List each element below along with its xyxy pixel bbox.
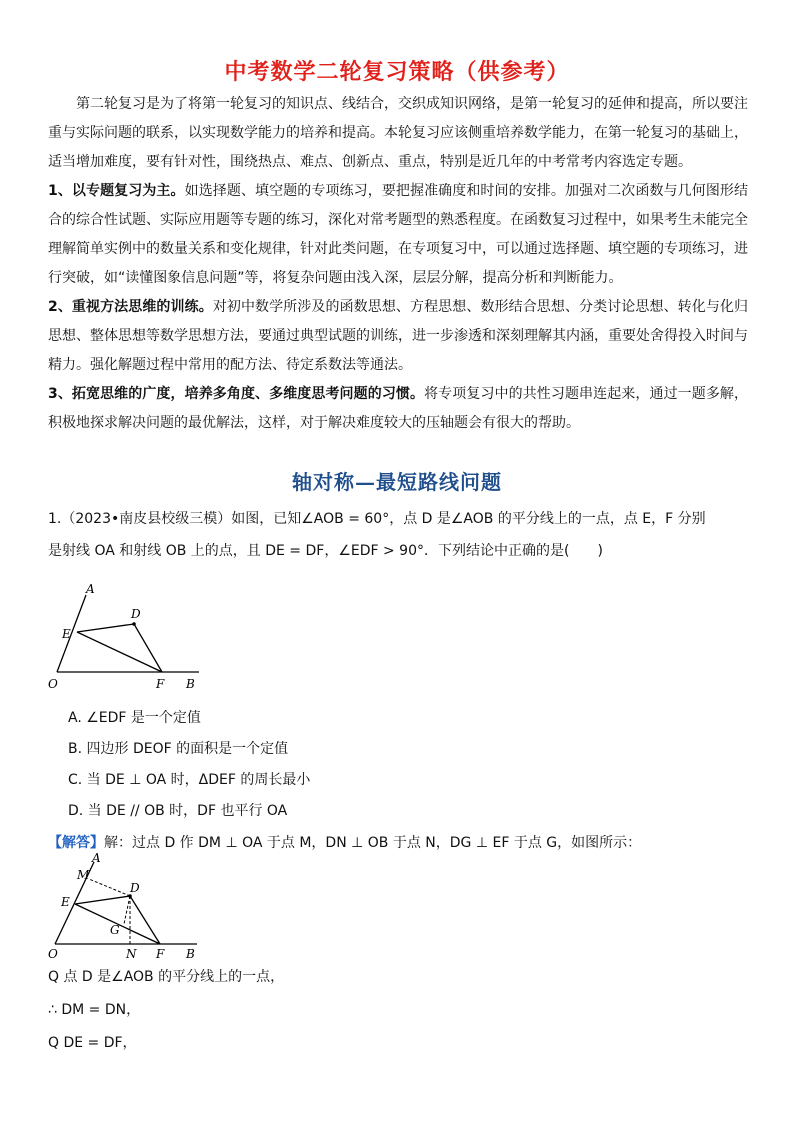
label-b-2: B bbox=[186, 947, 195, 961]
intro-paragraph bbox=[48, 90, 748, 177]
strategy-1-body: 如选择题、填空题的专项练习，要把握准确度和时间的安排。加强对二次函数与几何图形结合的综合性试题、实际应用题等专题的练习，深化对常考题型的熟悉程度。在函数复习过程中，如果考生未能完全理解简单实例中的数量关系和变化规律，针对此类问题，在专项复习中，可以通过选择题、填空题的专项练习，进行突破，如“读懂图象信息问题”等，将复杂问题由浅入深，层层分解，提高分析和判断能力。 bbox=[48, 183, 748, 286]
label-o-2: O bbox=[48, 947, 58, 961]
answer-line bbox=[48, 832, 641, 852]
solution-step-1: Q 点 D 是∠AOB 的平分线上的一点， bbox=[48, 969, 285, 985]
label-a-2: A bbox=[92, 852, 101, 865]
label-a: A bbox=[86, 582, 95, 596]
strategy-2-heading: 2、重视方法思维的训练。 bbox=[48, 299, 213, 315]
intro-text: 第二轮复习是为了将第一轮复习的知识点、线结合，交织成知识网络，是第一轮复习的延伸和提高，所以要注重与实际问题的联系，以实现数学能力的培养和提高。本轮复习应该侧重培养数学能力，在第一轮复习的基础上，适当增加难度，要有针对性，围绕热点、难点、创新点、重点，特别是近几年的中考常考内容选定专题。 bbox=[48, 96, 748, 170]
question-line-1: 1.（2023•南皮县校级三模）如图，已知∠AOB = 60°，点 D 是∠AOB 的平分线上的一点，点 E，F 分别 bbox=[48, 511, 706, 527]
answer-tag: 【解答】 bbox=[48, 835, 104, 851]
option-d: D. 当 DE // OB 时，DF 也平行 OA bbox=[68, 803, 288, 819]
segment-ed-2 bbox=[75, 896, 130, 904]
solution-step-3: Q DE = DF， bbox=[48, 1035, 137, 1051]
option-c: C. 当 DE ⊥ OA 时，ΔDEF 的周长最小 bbox=[68, 772, 311, 788]
segment-ed bbox=[77, 624, 134, 632]
strategy-3 bbox=[48, 380, 748, 438]
answer-text: 解：过点 D 作 DM ⊥ OA 于点 M，DN ⊥ OB 于点 N，DG ⊥ EF 于点 G，如图所示： bbox=[104, 835, 642, 851]
strategy-3-heading: 3、拓宽思维的广度，培养多角度、多维度思考问题的习惯。 bbox=[48, 386, 425, 402]
dashed-dg bbox=[124, 896, 130, 924]
label-f: F bbox=[156, 677, 165, 691]
label-e: E bbox=[62, 627, 71, 641]
dashed-dm bbox=[89, 879, 130, 896]
label-b: B bbox=[186, 677, 195, 691]
point-d bbox=[132, 622, 136, 626]
figure-1-diagram bbox=[44, 580, 214, 695]
label-f-2: F bbox=[156, 947, 165, 961]
label-o: O bbox=[48, 677, 58, 691]
option-b: B. 四边形 DEOF 的面积是一个定值 bbox=[68, 741, 289, 757]
label-d: D bbox=[131, 607, 141, 621]
section-title: 轴对称—最短路线问题 bbox=[292, 470, 502, 494]
label-d-2: D bbox=[130, 881, 140, 895]
strategy-2 bbox=[48, 293, 748, 380]
solution-step-2: ∴ DM = DN， bbox=[48, 1002, 141, 1018]
segment-ef bbox=[77, 632, 162, 672]
option-a: A. ∠EDF 是一个定值 bbox=[68, 710, 201, 726]
label-m: M bbox=[77, 868, 90, 882]
page-title: 中考数学二轮复习策略（供参考） bbox=[224, 60, 570, 85]
label-n: N bbox=[126, 947, 137, 961]
strategy-1-heading: 1、以专题复习为主。 bbox=[48, 183, 185, 199]
label-e-2: E bbox=[61, 895, 70, 909]
label-g: G bbox=[110, 923, 120, 937]
strategy-1 bbox=[48, 177, 748, 293]
figure-2-diagram bbox=[42, 852, 212, 964]
strategy-3-body: 将专项复习中的共性习题串连起来，通过一题多解，积极地探求解决问题的最优解法，这样，对于解决难度较大的压轴题会有很大的帮助。 bbox=[48, 386, 749, 431]
question-line-2: 是射线 OA 和射线 OB 上的点，且 DE = DF，∠EDF > 90°．下列结论中正确的是( ) bbox=[48, 543, 603, 559]
strategy-2-body: 对初中数学所涉及的函数思想、方程思想、数形结合思想、分类讨论思想、转化与化归思想、整体思想等数学思想方法，要通过典型试题的训练，进一步渗透和深刻理解其内涵，重要处舍得投入时间与精力。强化解题过程中常用的配方法、待定系数法等通法。 bbox=[48, 299, 749, 373]
